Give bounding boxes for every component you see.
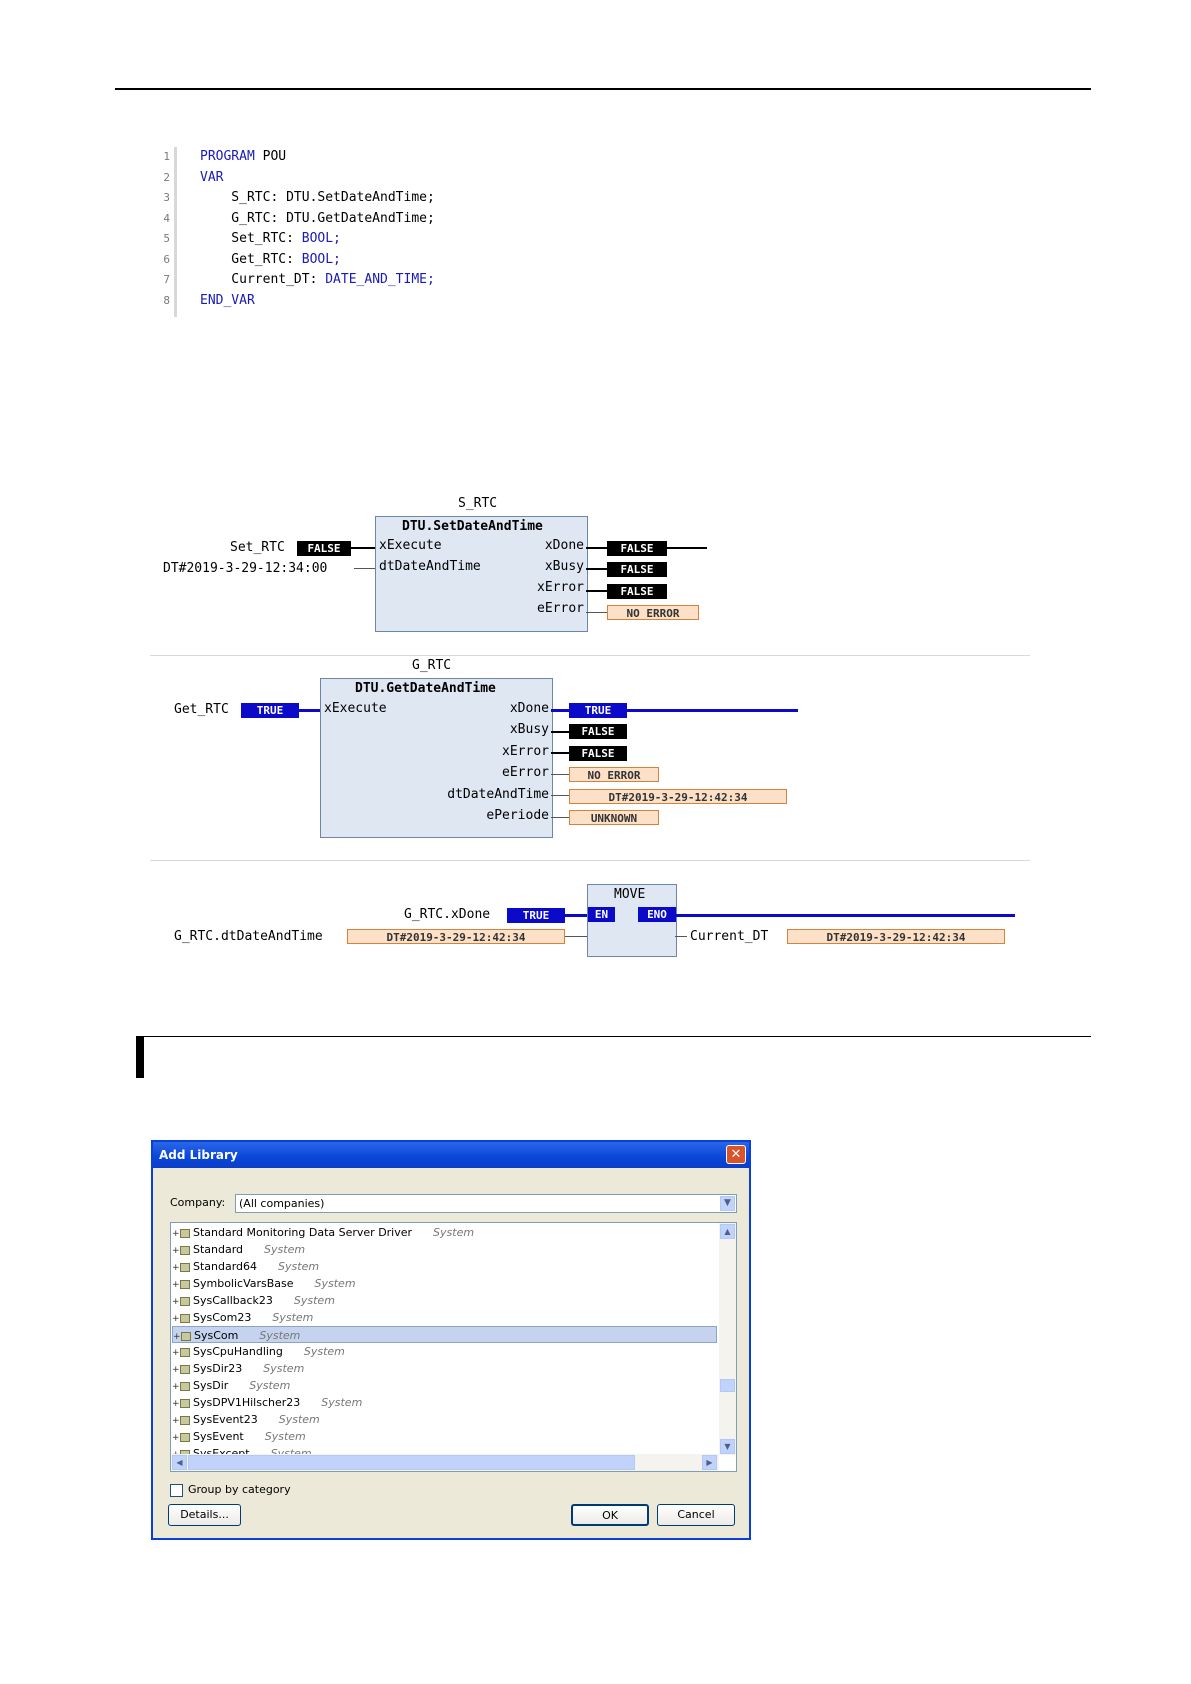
library-icon	[180, 1280, 190, 1289]
online-value-true: TRUE	[507, 908, 565, 923]
library-category: System	[272, 1311, 314, 1324]
section-marker	[136, 1036, 144, 1078]
online-value-true: TRUE	[241, 703, 299, 718]
online-value-true: TRUE	[569, 703, 627, 718]
expand-icon[interactable]: +	[172, 1263, 180, 1273]
library-icon	[180, 1314, 190, 1323]
library-list-item[interactable]	[172, 1275, 717, 1292]
library-icon	[180, 1263, 190, 1272]
code-line: VAR	[200, 169, 224, 185]
code-line: Current_DT: DATE_AND_TIME;	[200, 272, 435, 287]
company-label: Company:	[170, 1196, 226, 1209]
library-name: SysCallback23	[193, 1294, 273, 1307]
fb-output-pin: eError	[502, 765, 549, 780]
expand-icon[interactable]: +	[172, 1365, 180, 1375]
library-category: System	[249, 1379, 291, 1392]
page-header-rule	[115, 88, 1091, 90]
code-line: G_RTC: DTU.GetDateAndTime;	[200, 210, 435, 226]
code-line: PROGRAM POU	[200, 149, 287, 164]
library-name: Standard64	[193, 1260, 258, 1273]
fb-type-name: MOVE	[614, 887, 646, 902]
fb-output-pin: xBusy	[509, 722, 549, 737]
fb-input-pin: xExecute	[324, 701, 387, 716]
wire	[354, 568, 375, 569]
scroll-up-icon[interactable]: ▲	[720, 1224, 735, 1239]
wire	[551, 731, 569, 733]
fb-output-pin: xError	[537, 580, 584, 595]
declaration-editor[interactable]	[158, 147, 488, 317]
expand-icon[interactable]: +	[172, 1348, 180, 1358]
library-name: SysEvent	[193, 1430, 244, 1443]
line-number-gutter	[158, 147, 170, 317]
network-separator	[150, 860, 1030, 861]
input-constant[interactable]: DT#2019-3-29-12:34:00	[163, 561, 328, 576]
online-value-false: FALSE	[297, 541, 351, 556]
expand-icon[interactable]: +	[172, 1246, 180, 1256]
fb-output-pin: xError	[502, 744, 549, 759]
wire	[586, 612, 607, 613]
fb-output-pin: dtDateAndTime	[447, 787, 549, 802]
fb-set-date-and-time[interactable]	[375, 516, 588, 632]
scroll-thumb[interactable]	[720, 1379, 735, 1392]
cancel-button[interactable]: Cancel	[657, 1504, 735, 1526]
pin-en: EN	[588, 907, 615, 922]
company-dropdown[interactable]	[235, 1194, 737, 1213]
library-category: System	[278, 1413, 320, 1426]
library-icon	[180, 1433, 190, 1442]
wire	[675, 936, 687, 937]
fb-type-name: DTU.SetDateAndTime	[402, 519, 543, 534]
library-category: System	[263, 1362, 305, 1375]
details-button[interactable]: Details...	[168, 1504, 241, 1526]
online-value-enum: UNKNOWN	[569, 810, 659, 825]
library-list-item[interactable]	[172, 1411, 717, 1428]
dialog-title: Add Library	[153, 1142, 749, 1168]
add-library-dialog	[151, 1140, 751, 1540]
wire	[551, 752, 569, 754]
library-category: System	[264, 1430, 306, 1443]
horizontal-scrollbar[interactable]	[171, 1454, 719, 1471]
section-rule	[144, 1036, 1091, 1037]
expand-icon[interactable]: +	[172, 1399, 180, 1409]
code-line: S_RTC: DTU.SetDateAndTime;	[200, 190, 435, 205]
gutter-separator	[174, 147, 177, 317]
library-name: SysDir	[193, 1379, 229, 1392]
library-name: SysCom	[194, 1329, 239, 1342]
wire	[586, 590, 607, 592]
scroll-down-icon[interactable]: ▼	[720, 1439, 735, 1454]
expand-icon[interactable]: +	[172, 1229, 180, 1239]
online-value-false: FALSE	[569, 724, 627, 739]
library-name: SysDPV1Hilscher23	[193, 1396, 301, 1409]
line-number: 6	[163, 252, 170, 266]
library-list-item[interactable]	[172, 1241, 717, 1258]
online-value-false: FALSE	[569, 746, 627, 761]
library-list-item[interactable]	[172, 1394, 717, 1411]
line-number: 2	[163, 170, 170, 184]
library-category: System	[314, 1277, 356, 1290]
library-icon	[180, 1246, 190, 1255]
online-value-false: FALSE	[607, 584, 667, 599]
library-icon	[180, 1399, 190, 1408]
ok-button[interactable]: OK	[571, 1504, 649, 1526]
input-variable[interactable]: G_RTC.xDone	[404, 907, 491, 922]
wire	[551, 774, 569, 775]
fb-move[interactable]	[587, 884, 677, 957]
expand-icon[interactable]: +	[172, 1314, 180, 1324]
online-value-enum: NO ERROR	[607, 605, 699, 620]
library-category: System	[433, 1226, 475, 1239]
library-name: SymbolicVarsBase	[193, 1277, 294, 1290]
group-by-category-label: Group by category	[188, 1483, 291, 1496]
vertical-scrollbar[interactable]	[719, 1223, 736, 1455]
library-list-item[interactable]	[172, 1360, 717, 1377]
network-separator	[150, 655, 1030, 656]
library-category: System	[321, 1396, 363, 1409]
expand-icon[interactable]: +	[172, 1416, 180, 1426]
library-icon	[180, 1297, 190, 1306]
line-number: 7	[163, 273, 170, 286]
online-value-false: FALSE	[607, 541, 667, 556]
library-list-item[interactable]	[172, 1292, 717, 1309]
fb-type-name: DTU.GetDateAndTime	[355, 681, 496, 696]
pin-eno: ENO	[638, 907, 676, 922]
library-name: SysCpuHandling	[193, 1345, 283, 1358]
input-variable[interactable]: G_RTC.dtDateAndTime	[174, 929, 323, 944]
library-icon	[180, 1416, 190, 1425]
library-list-item[interactable]	[172, 1309, 717, 1326]
fb-output-pin: xDone	[509, 701, 549, 716]
wire	[551, 817, 569, 818]
library-list-item[interactable]	[172, 1377, 717, 1394]
output-variable[interactable]: Current_DT	[690, 929, 769, 944]
wire-active	[675, 914, 1015, 917]
chevron-down-icon[interactable]: ▼	[720, 1196, 735, 1211]
library-category: System	[278, 1260, 320, 1273]
line-number: 3	[163, 191, 170, 204]
library-name: Standard	[193, 1243, 244, 1256]
wire	[565, 936, 587, 937]
library-category: System	[303, 1345, 345, 1358]
wire-active	[565, 914, 587, 917]
library-list-item[interactable]	[172, 1343, 717, 1360]
fb-output-pin: eError	[537, 601, 584, 616]
library-name: SysDir23	[193, 1362, 243, 1375]
line-number: 1	[163, 150, 170, 163]
library-category: System	[264, 1243, 306, 1256]
fb-instance-name: G_RTC	[412, 658, 452, 673]
code-lines	[200, 147, 435, 311]
fb-output-pin: xBusy	[544, 559, 584, 574]
code-line: Get_RTC: BOOL;	[200, 251, 341, 267]
online-value-datetime: DT#2019-3-29-12:42:34	[787, 929, 1005, 944]
library-name: SysCom23	[193, 1311, 252, 1324]
fb-instance-name: S_RTC	[458, 496, 498, 511]
code-line: Set_RTC: BOOL;	[200, 231, 341, 246]
library-list-item[interactable]	[172, 1326, 717, 1343]
expand-icon[interactable]: +	[173, 1332, 181, 1342]
line-number: 5	[163, 232, 170, 245]
input-variable[interactable]: Set_RTC	[230, 540, 285, 555]
scroll-thumb[interactable]	[188, 1455, 635, 1470]
library-category: System	[259, 1329, 301, 1342]
expand-icon[interactable]: +	[172, 1297, 180, 1307]
input-variable[interactable]: Get_RTC	[174, 702, 229, 717]
library-list-item[interactable]	[172, 1258, 717, 1275]
wire	[586, 568, 607, 570]
online-value-false: FALSE	[607, 562, 667, 577]
expand-icon[interactable]: +	[172, 1382, 180, 1392]
library-icon	[180, 1229, 190, 1238]
library-list-item[interactable]	[172, 1224, 717, 1241]
online-value-datetime: DT#2019-3-29-12:42:34	[569, 789, 787, 804]
line-number: 4	[163, 211, 170, 225]
online-value-datetime: DT#2019-3-29-12:42:34	[347, 929, 565, 944]
scroll-right-icon[interactable]: ▶	[702, 1455, 717, 1470]
scroll-left-icon[interactable]: ◀	[172, 1455, 187, 1470]
expand-icon[interactable]: +	[172, 1433, 180, 1443]
library-name: SysEvent23	[193, 1413, 258, 1426]
group-by-category-checkbox[interactable]	[170, 1484, 183, 1497]
library-category: System	[293, 1294, 335, 1307]
code-line: END_VAR	[200, 292, 255, 308]
library-icon	[180, 1382, 190, 1391]
library-list[interactable]	[170, 1222, 737, 1472]
company-value: (All companies)	[239, 1197, 325, 1210]
fb-output-pin: ePeriode	[486, 808, 549, 823]
expand-icon[interactable]: +	[172, 1280, 180, 1290]
library-name: Standard Monitoring Data Server Driver	[193, 1226, 413, 1239]
wire	[351, 547, 375, 549]
wire-active	[299, 709, 320, 712]
library-list-item[interactable]	[172, 1428, 717, 1445]
wire	[551, 795, 569, 796]
fb-output-pin: xDone	[544, 538, 584, 553]
fb-input-pin: dtDateAndTime	[379, 559, 481, 574]
fb-get-date-and-time[interactable]	[320, 678, 553, 838]
library-icon	[180, 1365, 190, 1374]
fb-input-pin: xExecute	[379, 538, 442, 553]
close-icon[interactable]: ✕	[726, 1145, 746, 1164]
line-number: 8	[163, 293, 170, 307]
online-value-enum: NO ERROR	[569, 767, 659, 782]
library-icon	[181, 1332, 191, 1341]
library-icon	[180, 1348, 190, 1357]
